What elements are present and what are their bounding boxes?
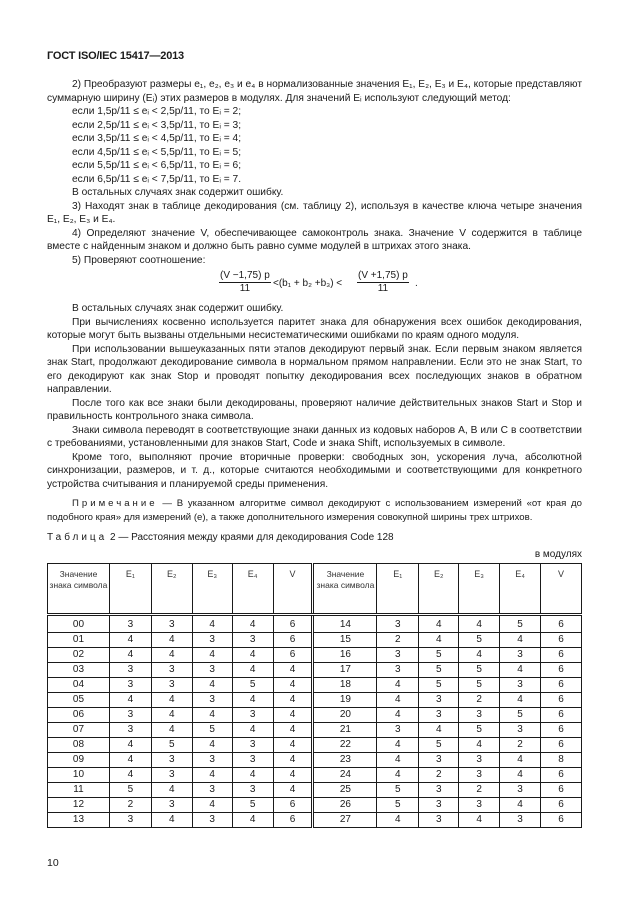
condition-item: если 2,5p/11 ≤ eᵢ < 3,5p/11, то Eᵢ = 3; — [72, 119, 242, 131]
formula-left-fraction — [219, 270, 271, 295]
cell-v: 6 — [541, 678, 582, 693]
cell-e2: 3 — [151, 678, 192, 693]
paragraph-secondary-checks: Кроме того, выполняют прочие вторичные проверки: свободных зон, ускорения луча, абсолютной синхронизации, размеров, и т. д., которые считаются необходимыми и соответствующими для конкретного устройства считывания и планируемой среды применения. — [47, 451, 582, 490]
table-unit: в модулях — [534, 548, 582, 560]
cell-e3: 2 — [459, 783, 500, 798]
cell-e4: 4 — [232, 663, 273, 678]
paragraph-step2: 2) Преобразуют размеры e₁, e₂, e₃ и e₄ в нормализованные значения E₁, E₂, E₃ и E₄, которые представляют суммарную ширину (Eᵢ) этих размеров в модулях. Для значений Eᵢ используют следующий метод: — [47, 79, 582, 104]
cell-e4: 3 — [500, 723, 541, 738]
cell-e4: 4 — [500, 768, 541, 783]
table-row — [48, 813, 582, 828]
table-title: 2 — Расстояния между краями для декодирования Code 128 — [107, 532, 394, 543]
cell-e4: 3 — [232, 708, 273, 723]
cell-v: 4 — [273, 708, 313, 723]
paragraph-parity: При вычислениях косвенно используется паритет знака для обнаружения всех ошибок декодирования, которые могут быть вызваны отдельными несистематическими ошибками по краям одного модуля. — [47, 316, 582, 341]
cell-e1: 3 — [377, 648, 419, 663]
page-number: 10 — [47, 857, 59, 869]
cell-e4: 3 — [500, 813, 541, 828]
cell-e2: 4 — [151, 633, 192, 648]
cell-e4: 4 — [500, 798, 541, 813]
cell-e2: 4 — [151, 693, 192, 708]
cell-e2: 5 — [419, 738, 459, 753]
cell-v: 4 — [273, 783, 313, 798]
cell-e1: 4 — [377, 738, 419, 753]
cell-e1: 5 — [109, 783, 151, 798]
cell-e2: 3 — [151, 798, 192, 813]
cell-e2: 4 — [419, 633, 459, 648]
cell-e1: 5 — [377, 783, 419, 798]
cell-e2: 3 — [419, 708, 459, 723]
condition-item: если 1,5p/11 ≤ eᵢ < 2,5p/11, то Eᵢ = 2; — [72, 106, 242, 117]
cell-e1: 3 — [377, 663, 419, 678]
table-row — [48, 738, 582, 753]
cell-e1: 2 — [377, 633, 419, 648]
table-row — [48, 768, 582, 783]
cell-e2: 3 — [419, 783, 459, 798]
cell-char-value: 09 — [48, 753, 110, 768]
cell-e2: 5 — [419, 663, 459, 678]
condition-item: если 6,5p/11 ≤ eᵢ < 7,5p/11, то Eᵢ = 7. — [72, 173, 242, 185]
error-text: В остальных случаях знак содержит ошибку. — [72, 187, 284, 198]
header-e4: E₄ — [500, 564, 541, 615]
cell-char-value: 00 — [48, 615, 110, 633]
cell-e3: 3 — [459, 708, 500, 723]
cell-e3: 4 — [459, 813, 500, 828]
header-e2: E₂ — [151, 564, 192, 615]
cell-e1: 3 — [109, 678, 151, 693]
cell-v: 6 — [541, 813, 582, 828]
table-row — [48, 783, 582, 798]
cell-e4: 4 — [500, 633, 541, 648]
cell-v: 6 — [541, 708, 582, 723]
table-caption — [47, 531, 582, 545]
cell-v: 6 — [541, 798, 582, 813]
formula — [47, 270, 582, 300]
cell-e1: 4 — [109, 648, 151, 663]
cell-e4: 3 — [232, 633, 273, 648]
cell-e3: 5 — [459, 723, 500, 738]
cell-e1: 3 — [109, 723, 151, 738]
cell-e3: 3 — [192, 663, 232, 678]
cell-e1: 3 — [377, 615, 419, 633]
cell-e1: 2 — [109, 798, 151, 813]
paragraph-step5: 5) Проверяют соотношение: — [72, 254, 206, 266]
header-v: V — [273, 564, 313, 615]
header-char-value: Значение знака символа — [48, 564, 110, 615]
note — [47, 497, 582, 524]
cell-e2: 4 — [151, 783, 192, 798]
cell-v: 4 — [273, 663, 313, 678]
cell-char-value: 06 — [48, 708, 110, 723]
cell-e2: 3 — [419, 693, 459, 708]
cell-e4: 3 — [232, 783, 273, 798]
cell-char-value: 12 — [48, 798, 110, 813]
cell-e4: 4 — [500, 753, 541, 768]
cell-e3: 3 — [459, 753, 500, 768]
cell-char-value: 13 — [48, 813, 110, 828]
cell-e4: 2 — [500, 738, 541, 753]
cell-e3: 3 — [192, 753, 232, 768]
cell-e3: 4 — [459, 615, 500, 633]
header-e1: E₁ — [109, 564, 151, 615]
cell-e2: 3 — [151, 663, 192, 678]
cell-char-value: 16 — [313, 648, 377, 663]
cell-e1: 4 — [109, 738, 151, 753]
cell-e4: 3 — [500, 648, 541, 663]
cell-char-value: 18 — [313, 678, 377, 693]
cell-char-value: 26 — [313, 798, 377, 813]
cell-e2: 2 — [419, 768, 459, 783]
cell-char-value: 21 — [313, 723, 377, 738]
table-row — [48, 633, 582, 648]
paragraph-step3: 3) Находят знак в таблице декодирования (см. таблицу 2), используя в качестве ключа четыре значения E₁, E₂, E₃ и E₄. — [47, 200, 582, 225]
formula-right-numerator: (V +1,75) p — [358, 270, 408, 281]
cell-e3: 4 — [192, 768, 232, 783]
cell-e2: 3 — [419, 798, 459, 813]
cell-char-value: 15 — [313, 633, 377, 648]
cell-e4: 4 — [232, 723, 273, 738]
note-text: — В указанном алгоритме символ декодируют с использованием измерений «от края до подобного края» для измерений (e), а также дополнительного измерения совокупной ширины трех штрихов. — [47, 498, 582, 523]
cell-e2: 3 — [419, 813, 459, 828]
cell-e1: 4 — [109, 753, 151, 768]
cell-char-value: 14 — [313, 615, 377, 633]
header-e4: E₄ — [232, 564, 273, 615]
cell-e1: 4 — [109, 693, 151, 708]
table-row — [48, 693, 582, 708]
cell-e3: 4 — [192, 738, 232, 753]
cell-v: 6 — [273, 633, 313, 648]
cell-v: 6 — [541, 663, 582, 678]
cell-char-value: 03 — [48, 663, 110, 678]
cell-e1: 4 — [377, 708, 419, 723]
table-header-row — [48, 564, 582, 615]
cell-e1: 4 — [377, 768, 419, 783]
cell-char-value: 01 — [48, 633, 110, 648]
cell-e1: 4 — [377, 693, 419, 708]
table-row — [48, 648, 582, 663]
cell-v: 6 — [273, 813, 313, 828]
cell-v: 4 — [273, 768, 313, 783]
table-row — [48, 798, 582, 813]
cell-e1: 4 — [109, 768, 151, 783]
cell-e4: 4 — [500, 693, 541, 708]
header-v: V — [541, 564, 582, 615]
cell-char-value: 19 — [313, 693, 377, 708]
cell-e4: 3 — [232, 753, 273, 768]
table-label: Таблица — [47, 532, 108, 543]
cell-v: 6 — [273, 798, 313, 813]
formula-right-denominator: 11 — [377, 283, 389, 294]
cell-e3: 5 — [459, 633, 500, 648]
cell-char-value: 24 — [313, 768, 377, 783]
table-row — [48, 615, 582, 633]
condition-item: если 3,5p/11 ≤ eᵢ < 4,5p/11, то Eᵢ = 4; — [72, 133, 242, 144]
cell-e3: 4 — [192, 615, 232, 633]
condition-item: если 4,5p/11 ≤ eᵢ < 5,5p/11, то Eᵢ = 5; — [72, 146, 242, 158]
cell-e4: 4 — [232, 813, 273, 828]
header-e2: E₂ — [419, 564, 459, 615]
cell-char-value: 11 — [48, 783, 110, 798]
cell-v: 6 — [541, 723, 582, 738]
cell-v: 6 — [541, 648, 582, 663]
cell-e2: 3 — [151, 753, 192, 768]
cell-e3: 2 — [459, 693, 500, 708]
cell-e2: 5 — [151, 738, 192, 753]
error-text: В остальных случаях знак содержит ошибку. — [72, 303, 284, 314]
cell-v: 4 — [273, 723, 313, 738]
cell-char-value: 20 — [313, 708, 377, 723]
table-row — [48, 663, 582, 678]
cell-e4: 4 — [500, 663, 541, 678]
cell-e1: 5 — [377, 798, 419, 813]
cell-e2: 4 — [419, 615, 459, 633]
cell-e4: 5 — [500, 708, 541, 723]
cell-v: 4 — [273, 693, 313, 708]
cell-e4: 4 — [232, 615, 273, 633]
cell-e3: 5 — [459, 678, 500, 693]
cell-v: 8 — [541, 753, 582, 768]
cell-char-value: 08 — [48, 738, 110, 753]
cell-e3: 3 — [192, 783, 232, 798]
cell-e4: 4 — [232, 648, 273, 663]
cell-char-value: 02 — [48, 648, 110, 663]
paragraph-step4: 4) Определяют значение V, обеспечивающее самоконтроль знака. Значение V содержится в таблице вместе с найденным знаком и должно быть равно сумме модулей в штрихах этого знака. — [47, 227, 582, 252]
cell-e1: 4 — [109, 633, 151, 648]
cell-e2: 5 — [419, 648, 459, 663]
cell-e3: 5 — [192, 723, 232, 738]
formula-end: . — [415, 278, 418, 289]
cell-e3: 4 — [192, 648, 232, 663]
cell-e1: 3 — [109, 615, 151, 633]
document-header: ГОСТ ISO/IEC 15417—2013 — [47, 50, 184, 62]
cell-e4: 3 — [232, 738, 273, 753]
cell-v: 6 — [541, 783, 582, 798]
cell-e3: 4 — [192, 678, 232, 693]
header-char-value: Значение знака символа — [313, 564, 377, 615]
table-row — [48, 753, 582, 768]
cell-e3: 4 — [459, 648, 500, 663]
cell-e4: 3 — [500, 678, 541, 693]
cell-e4: 3 — [500, 783, 541, 798]
decoding-table — [47, 563, 582, 828]
cell-e4: 4 — [232, 768, 273, 783]
cell-e2: 3 — [419, 753, 459, 768]
cell-e4: 5 — [232, 678, 273, 693]
cell-e2: 4 — [419, 723, 459, 738]
cell-e1: 3 — [109, 663, 151, 678]
cell-e3: 3 — [192, 693, 232, 708]
cell-v: 4 — [273, 753, 313, 768]
cell-e3: 4 — [459, 738, 500, 753]
conditions-list — [47, 105, 582, 186]
cell-char-value: 23 — [313, 753, 377, 768]
cell-e2: 3 — [151, 615, 192, 633]
formula-left-numerator: (V −1,75) p — [220, 270, 270, 281]
cell-v: 6 — [541, 633, 582, 648]
cell-char-value: 07 — [48, 723, 110, 738]
cell-char-value: 17 — [313, 663, 377, 678]
cell-char-value: 25 — [313, 783, 377, 798]
cell-char-value: 27 — [313, 813, 377, 828]
cell-e3: 3 — [192, 813, 232, 828]
cell-e2: 5 — [419, 678, 459, 693]
header-e1: E₁ — [377, 564, 419, 615]
cell-e2: 4 — [151, 648, 192, 663]
cell-v: 6 — [541, 615, 582, 633]
cell-e3: 3 — [192, 633, 232, 648]
cell-char-value: 10 — [48, 768, 110, 783]
cell-e1: 4 — [377, 678, 419, 693]
cell-e1: 4 — [377, 753, 419, 768]
cell-e1: 3 — [109, 813, 151, 828]
cell-e3: 5 — [459, 663, 500, 678]
header-e3: E₃ — [459, 564, 500, 615]
document-body — [47, 78, 582, 561]
cell-e2: 3 — [151, 768, 192, 783]
formula-middle: <(b₁ + b₂ +b₃) < — [273, 278, 343, 289]
cell-e4: 5 — [500, 615, 541, 633]
cell-char-value: 22 — [313, 738, 377, 753]
condition-item: если 5,5p/11 ≤ eᵢ < 6,5p/11, то Eᵢ = 6; — [72, 160, 242, 171]
header-e3: E₃ — [192, 564, 232, 615]
table-row — [48, 708, 582, 723]
cell-e4: 4 — [232, 693, 273, 708]
cell-e1: 4 — [377, 813, 419, 828]
table-row — [48, 678, 582, 693]
cell-char-value: 05 — [48, 693, 110, 708]
cell-v: 6 — [541, 738, 582, 753]
cell-v: 4 — [273, 678, 313, 693]
cell-e3: 3 — [459, 798, 500, 813]
cell-e1: 3 — [109, 708, 151, 723]
formula-left-denominator: 11 — [239, 283, 251, 294]
note-label: Примечание — [72, 498, 158, 509]
cell-v: 6 — [541, 768, 582, 783]
cell-e2: 4 — [151, 723, 192, 738]
paragraph-after-decode: После того как все знаки были декодированы, проверяют наличие действительных знаков Start и Stop и правильность контрольного знака символа. — [47, 397, 582, 422]
table-body — [48, 615, 582, 828]
cell-e3: 3 — [459, 768, 500, 783]
cell-e3: 4 — [192, 798, 232, 813]
cell-v: 6 — [273, 648, 313, 663]
cell-e2: 4 — [151, 813, 192, 828]
cell-v: 6 — [273, 615, 313, 633]
cell-e3: 4 — [192, 708, 232, 723]
cell-e2: 4 — [151, 708, 192, 723]
cell-e1: 3 — [377, 723, 419, 738]
cell-char-value: 04 — [48, 678, 110, 693]
formula-right-fraction — [357, 270, 409, 295]
cell-v: 6 — [541, 693, 582, 708]
cell-e4: 5 — [232, 798, 273, 813]
cell-v: 4 — [273, 738, 313, 753]
paragraph-first-char: При использовании вышеуказанных пяти этапов декодируют первый знак. Если первым знаком является знак Start, продолжают декодирование символа в нормальном прямом направлении. Если это не знак Start, то его декодируют как знак Stop и проводят попытку декодирования всех последующих знаков в обратном направлении. — [47, 343, 582, 395]
table-row — [48, 723, 582, 738]
paragraph-translate: Знаки символа переводят в соответствующие знаки данных из кодовых наборов A, B или C в соответствии с требованиями, установленными для знаков Start, Code и знака Shift, используемых в символе. — [47, 424, 582, 449]
